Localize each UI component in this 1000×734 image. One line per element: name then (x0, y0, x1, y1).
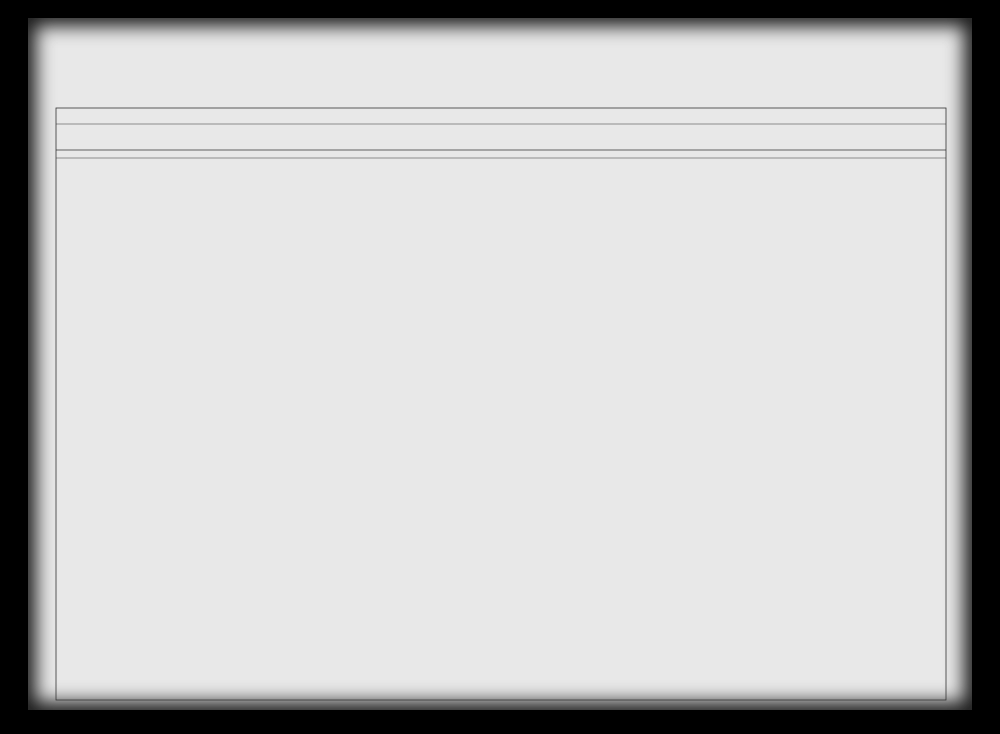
table-grid (28, 18, 972, 710)
window-title (0, 0, 1000, 16)
census-sheet (28, 18, 972, 710)
